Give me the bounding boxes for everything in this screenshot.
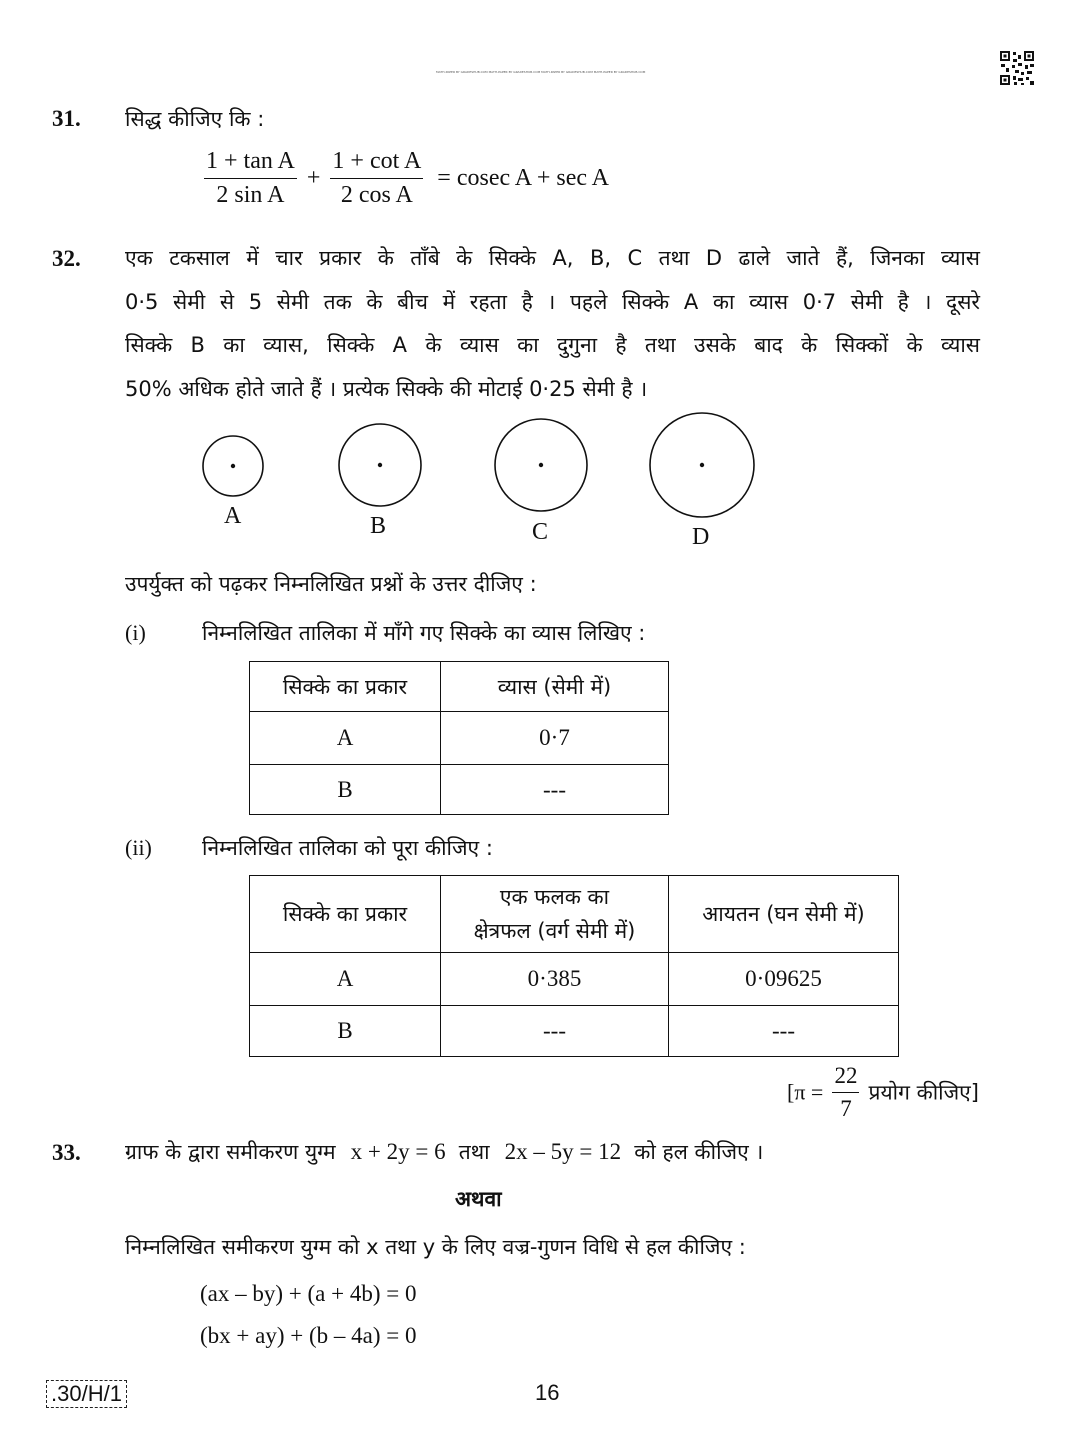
- diameter-table-header-diameter: व्यास (सेमी में): [441, 662, 669, 712]
- table-cell: A: [250, 953, 441, 1006]
- coin-label-b: B: [370, 513, 387, 539]
- q33-eq1: x + 2y = 6: [350, 1139, 446, 1164]
- q31-plus: +: [306, 165, 321, 191]
- q31-identity: [204, 148, 609, 209]
- question-number-32: 32.: [52, 246, 81, 271]
- page-number: 16: [535, 1380, 560, 1405]
- header-microtext: MATH-PAPER BY GRADESHUB.COM MATH-PAPER BY GRADESHUB.COM MATH-PAPER BY GRADESHUB.COM MATH-PAPER BY GRADESHUB.COM: [436, 70, 646, 74]
- paper-code: .30/H/1: [46, 1380, 127, 1408]
- q32-line-1: एक टकसाल में चार प्रकार के ताँबे के सिक्के A, B, C तथा D ढाले जाते हैं, जिनका व्यास: [125, 246, 980, 270]
- q33-text-a: ग्राफ के द्वारा समीकरण युग्म: [125, 1140, 336, 1164]
- area-volume-header-area: [441, 876, 669, 953]
- part-ii-text: निम्नलिखित तालिका को पूरा कीजिए :: [202, 836, 493, 860]
- area-volume-table: [249, 875, 899, 1057]
- q32-instruction: उपर्युक्त को पढ़कर निम्नलिखित प्रश्नों के उत्तर दीजिए :: [125, 572, 537, 596]
- table-cell: B: [250, 765, 441, 815]
- table-cell: ---: [669, 1006, 899, 1057]
- part-i-label: (i): [125, 620, 146, 645]
- table-cell: A: [250, 712, 441, 765]
- table-row: [250, 1006, 899, 1057]
- coin-label-a: A: [224, 503, 242, 529]
- pi-note: [787, 1063, 979, 1122]
- table-row: [250, 712, 669, 765]
- coin-label-c: C: [532, 519, 549, 545]
- qr-code-icon: [999, 50, 1035, 86]
- area-header-line-1: एक फलक का: [499, 885, 610, 909]
- diameter-table-header-type: सिक्के का प्रकार: [250, 662, 441, 712]
- area-volume-header-type: सिक्के का प्रकार: [250, 876, 441, 953]
- q33-alt-eq1: (ax – by) + (a + 4b) = 0: [200, 1281, 417, 1306]
- pi-fraction: $\frac{22}{7}$: [834, 1063, 858, 1121]
- table-cell: 0·7: [441, 712, 669, 765]
- table-cell: ---: [441, 1006, 669, 1057]
- pi-note-open: [π =: [787, 1079, 824, 1105]
- q31-fraction-1: $\frac{\text{1 + tan A}}{\text{2 sin A}}$: [206, 148, 295, 208]
- q32-line-2: 0·5 सेमी से 5 सेमी तक के बीच में रहता है । पहले सिक्के A का व्यास 0·7 सेमी है । दूसरे: [125, 289, 980, 314]
- q33-eq2: 2x – 5y = 12: [504, 1139, 622, 1164]
- table-cell: ---: [441, 765, 669, 815]
- question-number-33: 33.: [52, 1140, 81, 1165]
- q33-tatha: तथा: [458, 1140, 490, 1164]
- coin-label-d: D: [692, 524, 710, 550]
- table-cell: 0·385: [441, 953, 669, 1006]
- part-ii-label: (ii): [125, 835, 152, 860]
- table-row: [250, 953, 899, 1006]
- coin-d-center: [700, 463, 704, 467]
- area-header-line-2: क्षेत्रफल (वर्ग सेमी में): [473, 919, 636, 943]
- coin-a-center: [231, 464, 235, 468]
- table-cell: 0·09625: [669, 953, 899, 1006]
- q31-rhs: = cosec A + sec A: [437, 165, 609, 191]
- coin-b-center: [378, 463, 382, 467]
- coin-c-center: [539, 463, 543, 467]
- q32-line-4: 50% अधिक होते जाते हैं । प्रत्येक सिक्के की मोटाई 0·25 सेमी है ।: [125, 376, 648, 401]
- q31-prompt: सिद्ध कीजिए कि :: [125, 107, 265, 131]
- diameter-table: [249, 661, 669, 815]
- pi-note-close: प्रयोग कीजिए]: [868, 1080, 979, 1105]
- table-cell: B: [250, 1006, 441, 1057]
- q31-fraction-2: $\frac{\text{1 + cot A}}{\text{2 cos A}}$: [332, 148, 422, 208]
- q33-alt-text: निम्नलिखित समीकरण युग्म को x तथा y के लिए वज्र-गुणन विधि से हल कीजिए :: [125, 1235, 746, 1259]
- q32-line-3: सिक्के B का व्यास, सिक्के A के व्यास का दुगुना है तथा उसके बाद के सिक्कों के व्यास: [125, 333, 980, 357]
- q32-paragraph: [125, 237, 980, 411]
- q33-alt-eq2: (bx + ay) + (b – 4a) = 0: [200, 1323, 417, 1348]
- q33-text-b: को हल कीजिए ।: [634, 1140, 764, 1164]
- area-volume-header-volume: आयतन (घन सेमी में): [669, 876, 899, 953]
- q33-statement: [125, 1138, 763, 1166]
- part-i-text: निम्नलिखित तालिका में माँगे गए सिक्के का व्यास लिखिए :: [202, 621, 646, 645]
- question-number-31: 31.: [52, 106, 81, 131]
- coins-figure: [190, 410, 770, 520]
- table-row: [250, 765, 669, 815]
- or-divider: अथवा: [455, 1187, 502, 1211]
